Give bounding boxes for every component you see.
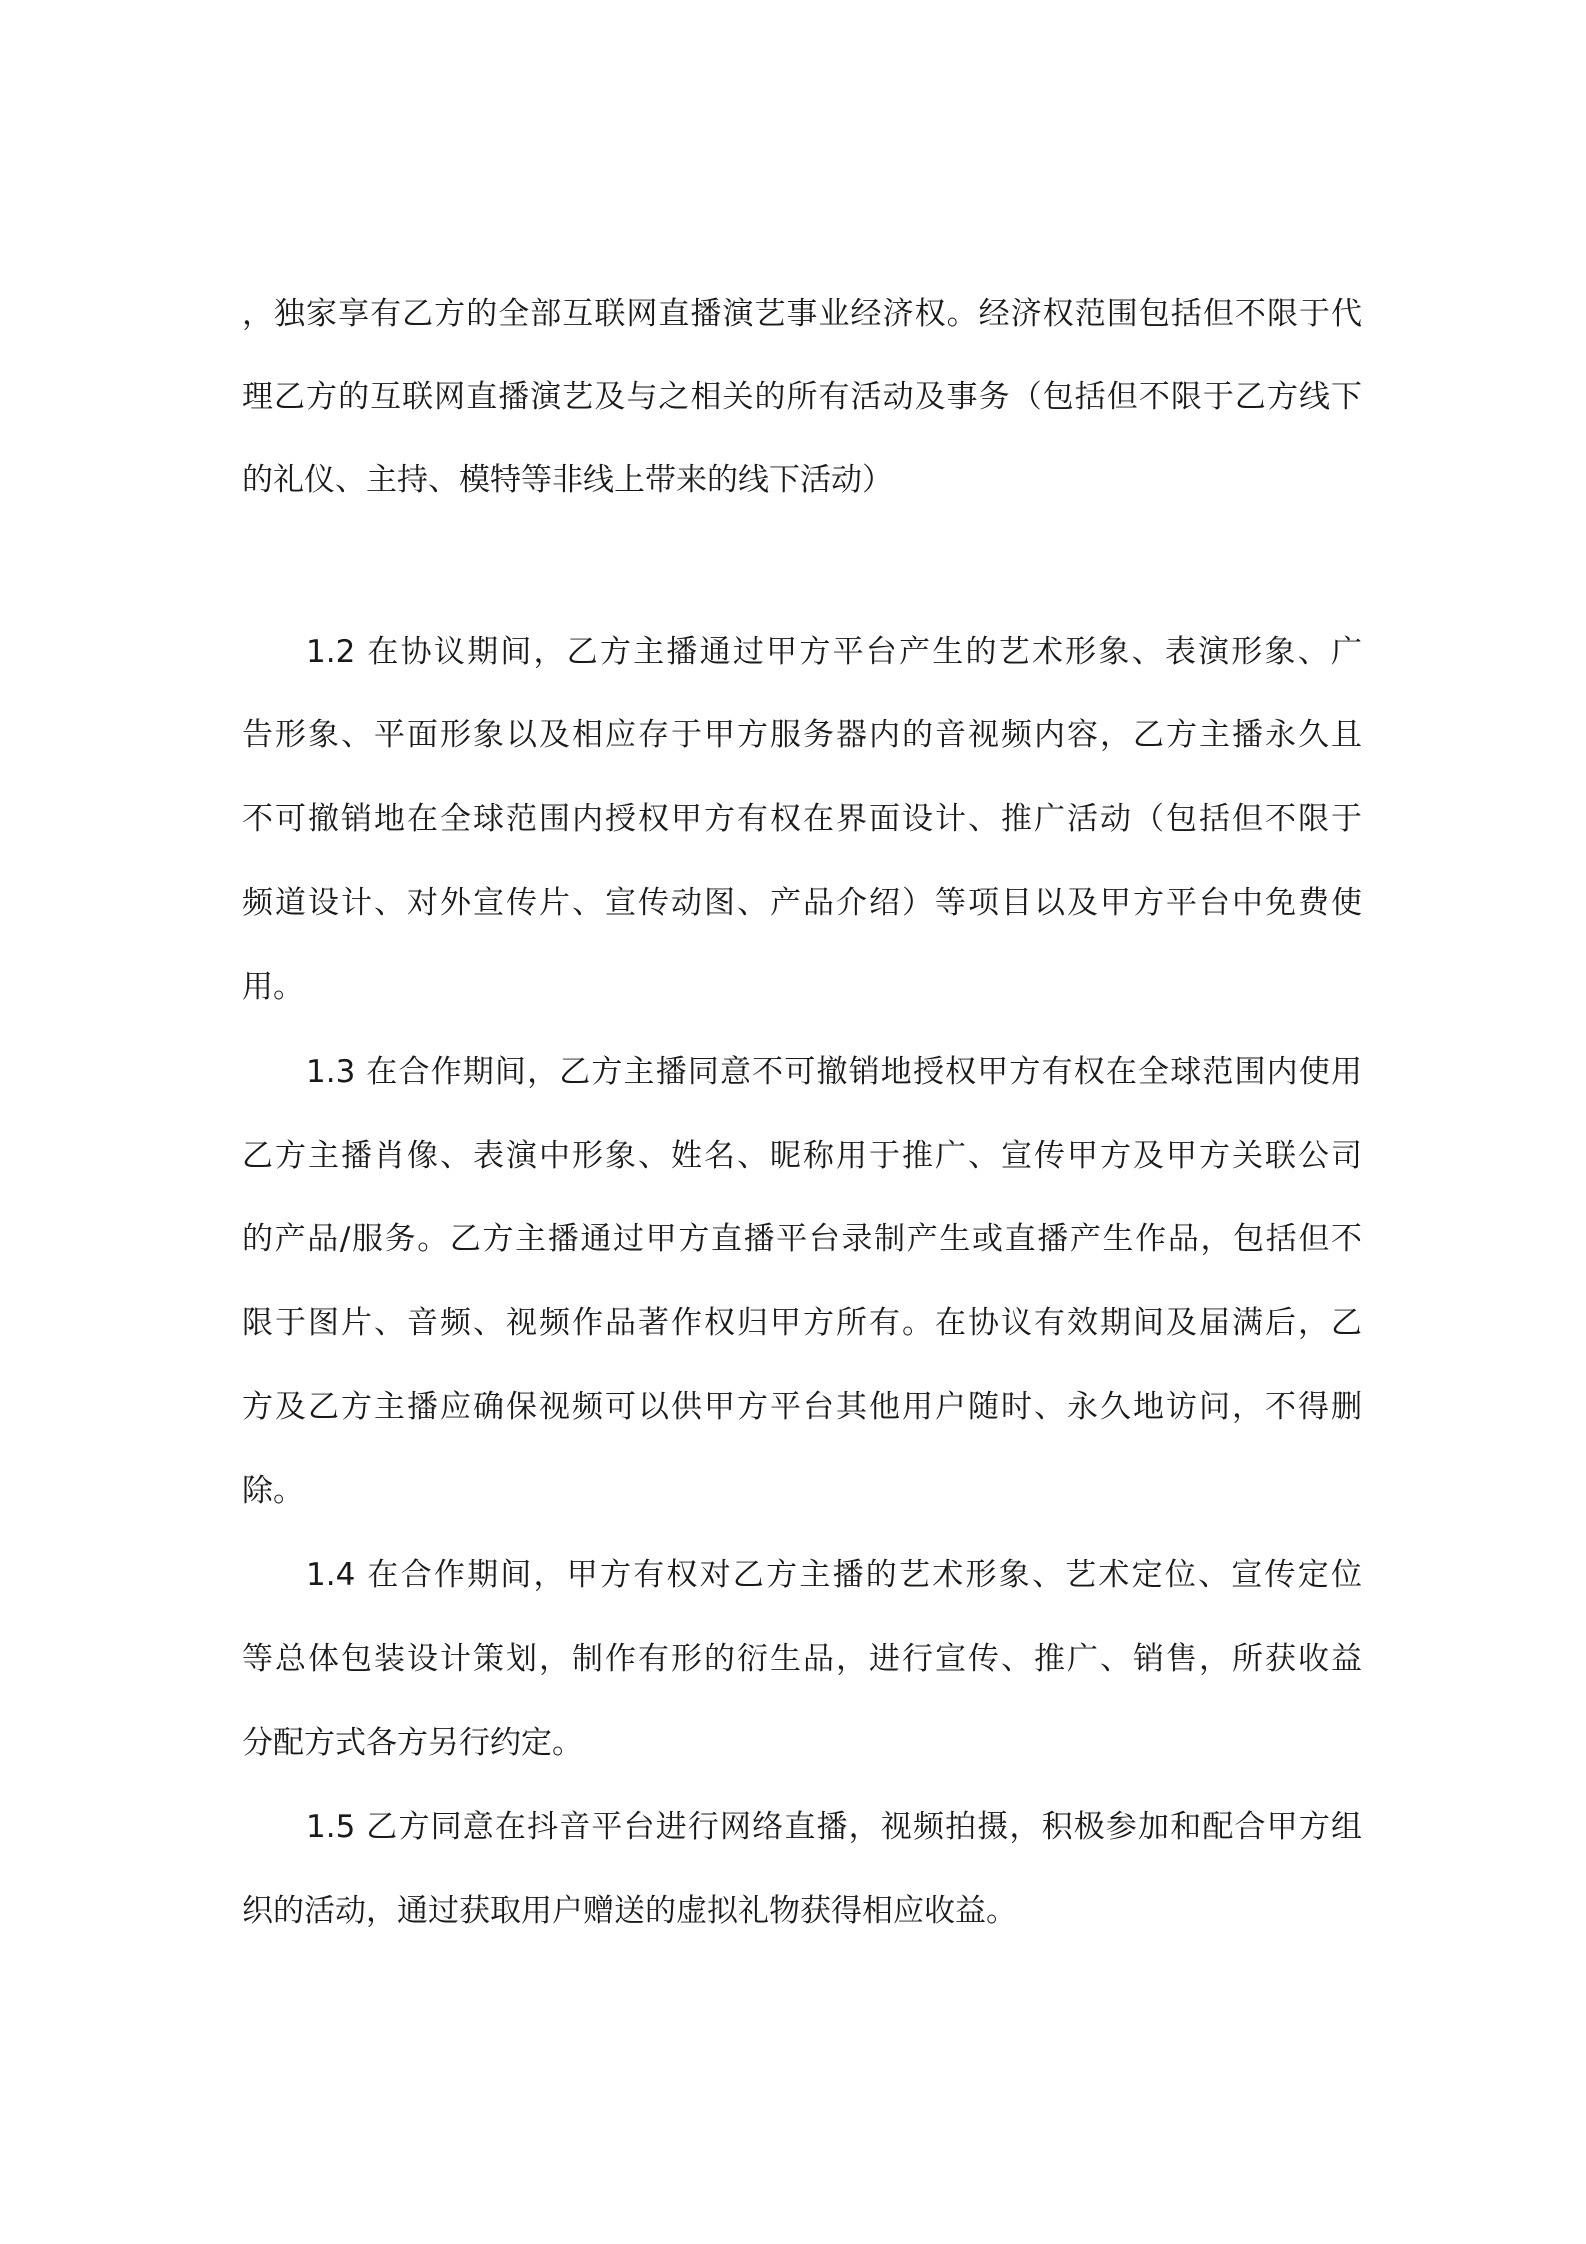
text-line: 限于图片、音频、视频作品著作权归甲方所有。在协议有效期间及届满后，乙 (242, 1305, 1362, 1341)
text-line: 乙方主播肖像、表演中形象、姓名、昵称用于推广、宣传甲方及甲方关联公司 (242, 1138, 1362, 1174)
text-line: 1.2 在协议期间，乙方主播通过甲方平台产生的艺术形象、表演形象、广 (306, 634, 1362, 670)
text-line: 理乙方的互联网直播演艺及与之相关的所有活动及事务（包括但不限于乙方线下 (242, 379, 1362, 415)
text-line: 频道设计、对外宣传片、宣传动图、产品介绍）等项目以及甲方平台中免费使 (242, 885, 1362, 921)
text-line: 1.5 乙方同意在抖音平台进行网络直播，视频拍摄，积极参加和配合甲方组 (306, 1809, 1362, 1845)
text-line: 织的活动，通过获取用户赠送的虚拟礼物获得相应收益。 (242, 1893, 1017, 1929)
text-line: 的礼仪、主持、模特等非线上带来的线下活动） (242, 462, 893, 498)
text-line: 不可撤销地在全球范围内授权甲方有权在界面设计、推广活动（包括但不限于 (242, 801, 1362, 837)
text-line: 用。 (242, 969, 304, 1005)
text-line: 告形象、平面形象以及相应存于甲方服务器内的音视频内容，乙方主播永久且 (242, 717, 1362, 753)
text-line: 的产品/服务。乙方主播通过甲方直播平台录制产生或直播产生作品，包括但不 (242, 1221, 1362, 1257)
text-line: 1.3 在合作期间，乙方主播同意不可撤销地授权甲方有权在全球范围内使用 (306, 1054, 1362, 1090)
text-line: 除。 (242, 1473, 304, 1509)
text-line: 1.4 在合作期间，甲方有权对乙方主播的艺术形象、艺术定位、宣传定位 (306, 1557, 1362, 1593)
text-line: 等总体包装设计策划，制作有形的衍生品，进行宣传、推广、销售，所获收益 (242, 1641, 1362, 1677)
text-line: ，独家享有乙方的全部互联网直播演艺事业经济权。经济权范围包括但不限于代 (242, 296, 1362, 332)
text-line: 分配方式各方另行约定。 (242, 1725, 583, 1761)
text-line: 方及乙方主播应确保视频可以供甲方平台其他用户随时、永久地访问，不得删 (242, 1389, 1362, 1425)
